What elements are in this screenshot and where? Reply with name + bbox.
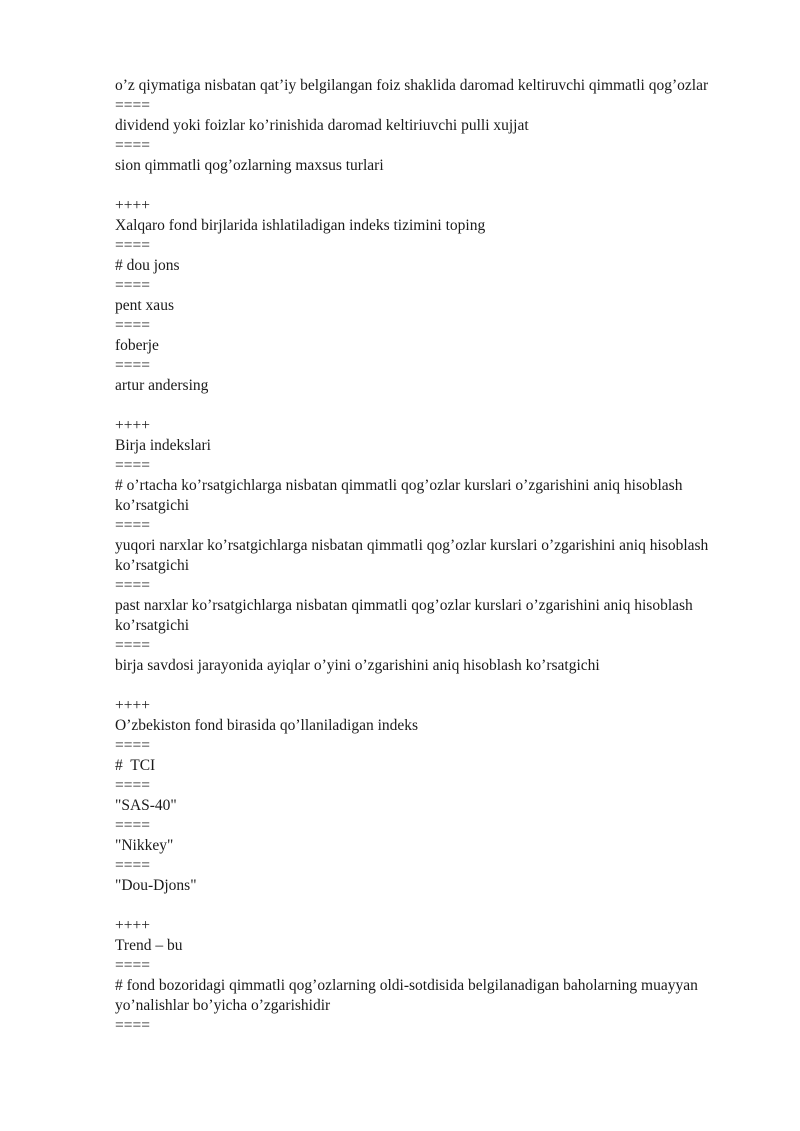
text-line: Xalqaro fond birjlarida ishlatiladigan indeks tizimini toping [115, 217, 486, 234]
question-separator: ++++ [115, 697, 150, 714]
text-line: Birja indekslari [115, 437, 211, 454]
blank-line [115, 896, 740, 916]
blank-line [115, 676, 740, 696]
document-content [115, 76, 740, 1036]
text-line: Trend – bu [115, 937, 183, 954]
option-separator: ==== [115, 637, 150, 654]
text-line: dividend yoki foizlar ko’rinishida daromad keltiriuvchi pulli xujjat [115, 117, 529, 134]
text-line: past narxlar ko’rsatgichlarga nisbatan qimmatli qog’ozlar kurslari o’zgarishini aniq hisoblash ko’rsatgichi [115, 597, 697, 634]
option-separator: ==== [115, 277, 150, 294]
option-separator: ==== [115, 957, 150, 974]
text-line: "SAS-40" [115, 797, 177, 814]
text-line: sion qimmatli qog’ozlarning maxsus turlari [115, 157, 384, 174]
option-separator: ==== [115, 457, 150, 474]
text-line: pent xaus [115, 297, 174, 314]
option-separator: ==== [115, 357, 150, 374]
question-separator: ++++ [115, 417, 150, 434]
option-separator: ==== [115, 1017, 150, 1034]
text-line: # dou jons [115, 257, 180, 274]
option-separator: ==== [115, 317, 150, 334]
text-line: # fond bozoridagi qimmatli qog’ozlarning oldi-sotdisida belgilanadigan baholarning muayyan yo’nalishlar bo’yicha o’zgarishidir [115, 977, 702, 1014]
text-line: O’zbekiston fond birasida qo’llaniladigan indeks [115, 717, 419, 734]
question-separator: ++++ [115, 197, 150, 214]
blank-line [115, 396, 740, 416]
option-separator: ==== [115, 137, 150, 154]
option-separator: ==== [115, 737, 150, 754]
option-separator: ==== [115, 577, 150, 594]
text-line: "Dou-Djons" [115, 877, 197, 894]
option-separator: ==== [115, 237, 150, 254]
text-line: # o’rtacha ko’rsatgichlarga nisbatan qimmatli qog’ozlar kurslari o’zgarishini aniq hisoblash ko’rsatgichi [115, 477, 687, 514]
option-separator: ==== [115, 517, 150, 534]
option-separator: ==== [115, 817, 150, 834]
text-line: yuqori narxlar ko’rsatgichlarga nisbatan qimmatli qog’ozlar kurslari o’zgarishini aniq hisoblash ko’rsatgichi [115, 537, 713, 574]
text-line: artur andersing [115, 377, 209, 394]
text-line: foberje [115, 337, 159, 354]
text-line: o’z qiymatiga nisbatan qat’iy belgilangan foiz shaklida daromad keltiruvchi qimmatli qog’ozlar [115, 77, 709, 94]
option-separator: ==== [115, 777, 150, 794]
text-line: "Nikkey" [115, 837, 174, 854]
text-line: # TCI [115, 757, 156, 774]
text-line: birja savdosi jarayonida ayiqlar o’yini o’zgarishini aniq hisoblash ko’rsatgichi [115, 657, 600, 674]
option-separator: ==== [115, 857, 150, 874]
question-separator: ++++ [115, 917, 150, 934]
blank-line [115, 176, 740, 196]
option-separator: ==== [115, 97, 150, 114]
